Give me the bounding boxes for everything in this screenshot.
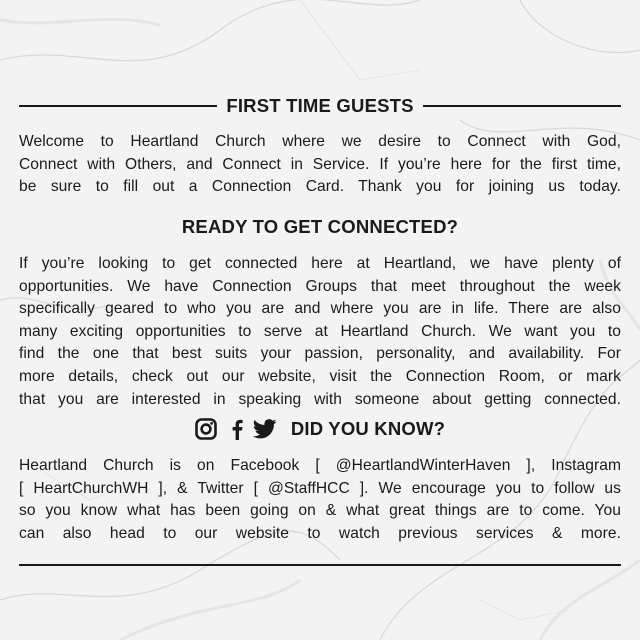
did-you-know-paragraph: [19, 455, 621, 545]
connected-title: READY TO GET CONNECTED?: [181, 216, 459, 237]
did-you-know-heading-row: [19, 418, 621, 440]
first-time-heading-row: [19, 95, 621, 117]
paragraph-line: so you know what has been going on & what great things are to come. You: [19, 502, 621, 520]
did-you-know-title: DID YOU KNOW?: [290, 418, 446, 439]
paragraph-line: that you are interested in speaking with someone about getting connected.: [19, 390, 621, 408]
paragraph-line: opportunities. We have Connection Groups that meet throughout the week: [19, 277, 621, 295]
paragraph-line: more details, check out our website, visit the Connection Room, or mark: [19, 367, 621, 385]
paragraph-line: Connect with Others, and Connect in Service. If you’re here for the first time,: [19, 155, 621, 173]
bottom-rule: [19, 564, 621, 566]
facebook-icon: [231, 418, 243, 440]
paragraph-line: specifically geared to who you are and where you are in life. There are also: [19, 300, 621, 318]
paragraph-line: find the one that best suits your passion, personality, and availability. For: [19, 345, 621, 363]
instagram-icon: [195, 418, 217, 440]
twitter-icon: [253, 419, 277, 439]
heading-rule-left: [19, 105, 217, 107]
first-time-paragraph: [19, 131, 621, 199]
paragraph-line: Heartland Church is on Facebook [ @HeartlandWinterHaven ], Instagram: [19, 457, 621, 474]
paragraph-line: If you’re looking to get connected here at Heartland, we have plenty of: [19, 255, 621, 272]
paragraph-line: be sure to fill out a Connection Card. Thank you for joining us today.: [19, 178, 621, 196]
paragraph-line: Welcome to Heartland Church where we desire to Connect with God,: [19, 133, 621, 150]
paragraph-line: many exciting opportunities to serve at Heartland Church. We want you to: [19, 322, 621, 340]
first-time-title: FIRST TIME GUESTS: [226, 95, 414, 116]
heading-rule-right: [423, 105, 621, 107]
connected-paragraph: [19, 253, 621, 411]
paragraph-line: [ HeartChurchWH ], & Twitter [ @StaffHCC ]. We encourage you to follow us: [19, 479, 621, 497]
paragraph-line: can also head to our website to watch previous services & more.: [19, 524, 621, 542]
